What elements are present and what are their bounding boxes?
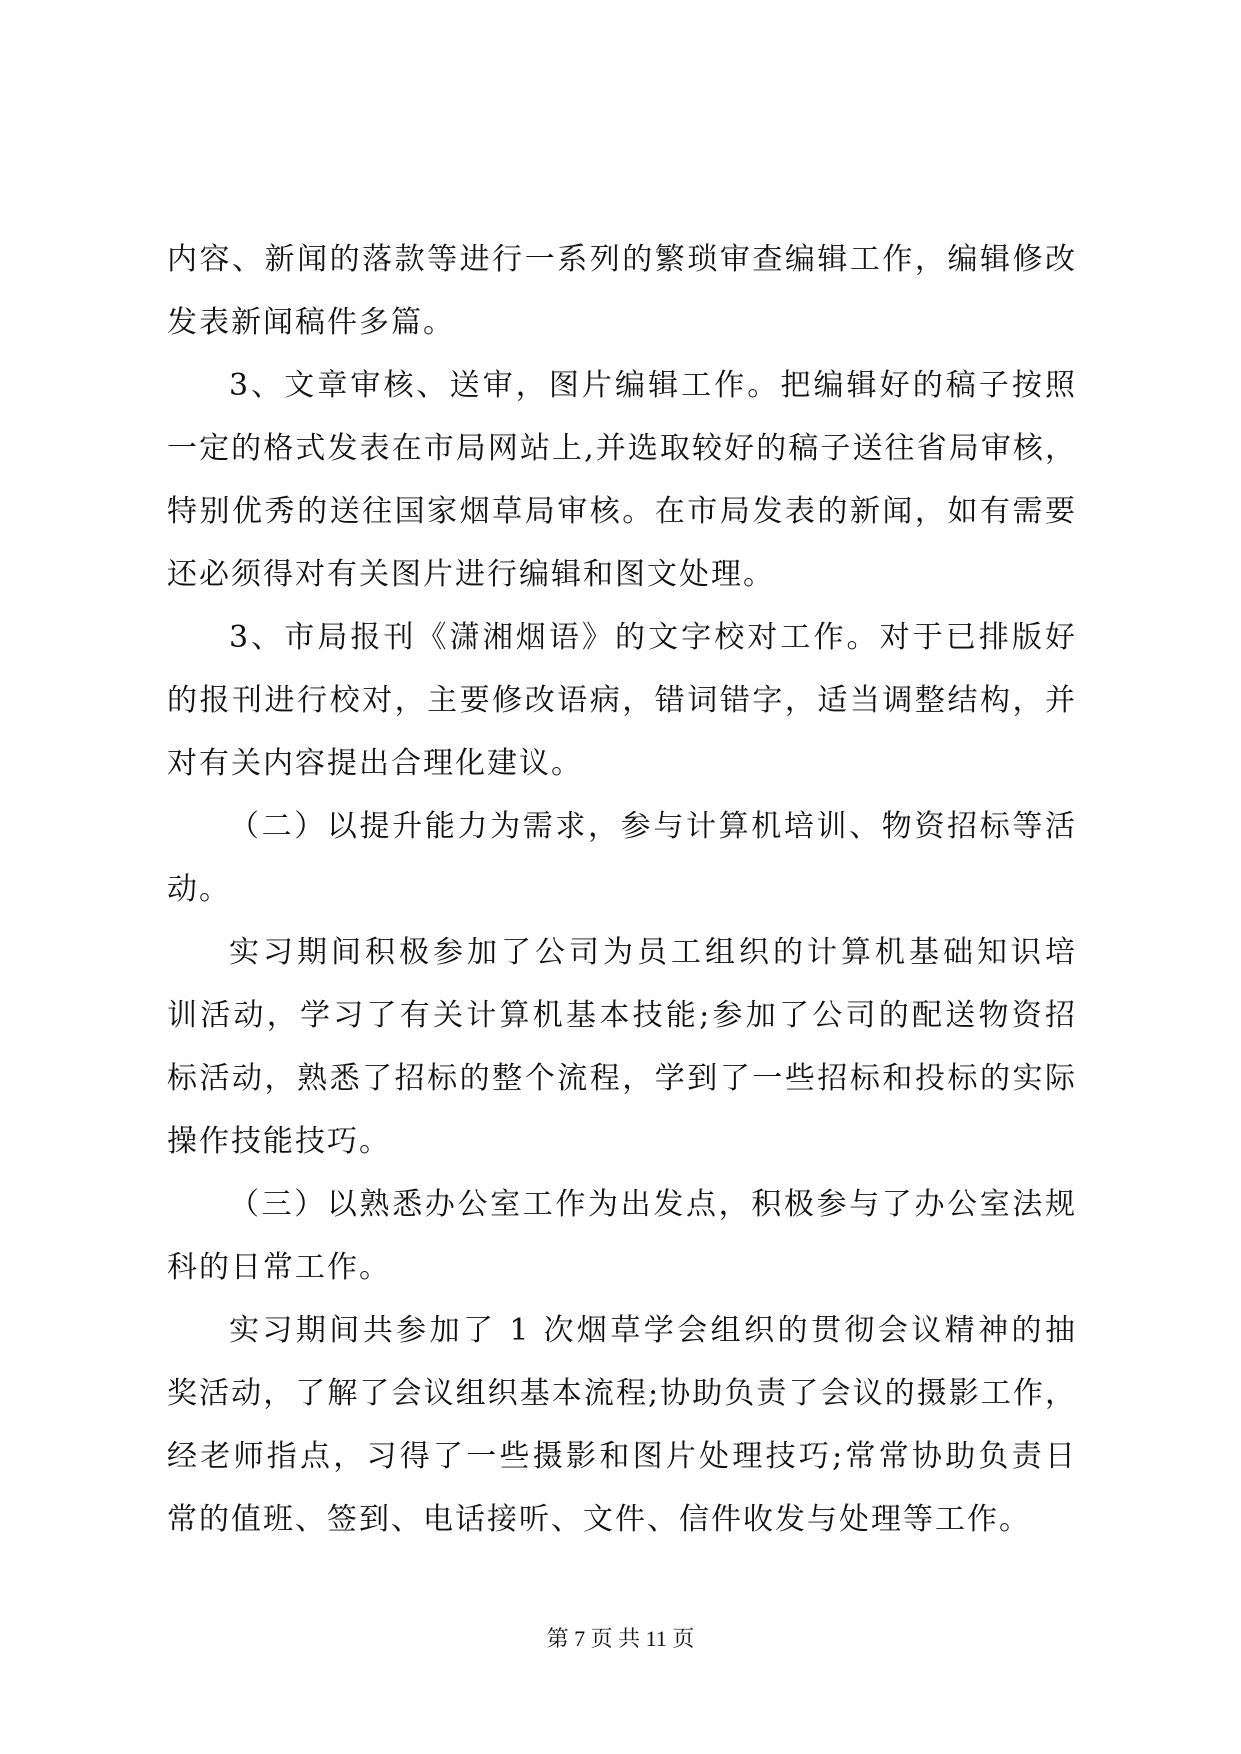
text-line: 还必须得对有关图片进行编辑和图文处理。 — [167, 557, 775, 592]
text-line: 科的日常工作。 — [167, 1250, 391, 1285]
body-text — [167, 228, 1077, 1551]
text-line: 实习期间共参加了 1 次烟草学会组织的贯彻会议精神的抽 — [229, 1313, 1077, 1348]
text-line: 动。 — [167, 872, 231, 907]
text-line: 标活动，熟悉了招标的整个流程，学到了一些招标和投标的实际 — [167, 1061, 1077, 1096]
text-line: 对有关内容提出合理化建议。 — [167, 746, 583, 781]
text-line: 训活动，学习了有关计算机基本技能;参加了公司的配送物资招 — [167, 998, 1077, 1033]
text-line: 经老师指点，习得了一些摄影和图片处理技巧;常常协助负责日 — [167, 1439, 1077, 1474]
text-line: 内容、新闻的落款等进行一系列的繁琐审查编辑工作，编辑修改 — [167, 242, 1077, 277]
text-line: 发表新闻稿件多篇。 — [167, 305, 455, 340]
section-heading-3: （三）以熟悉办公室工作为出发点，积极参与了办公室法规 — [229, 1187, 1077, 1222]
page-number-footer: 第 7 页 共 11 页 — [546, 1626, 695, 1651]
text-line: 常的值班、签到、电话接听、文件、信件收发与处理等工作。 — [167, 1502, 1031, 1537]
text-line: 实习期间积极参加了公司为员工组织的计算机基础知识培 — [229, 935, 1077, 970]
text-line: 一定的格式发表在市局网站上,并选取较好的稿子送往省局审核， — [167, 431, 1077, 466]
text-line: 奖活动，了解了会议组织基本流程;协助负责了会议的摄影工作， — [167, 1376, 1077, 1411]
text-line: 3、文章审核、送审，图片编辑工作。把编辑好的稿子按照 — [229, 368, 1077, 403]
section-heading-2: （二）以提升能力为需求，参与计算机培训、物资招标等活 — [229, 809, 1077, 844]
text-line: 操作技能技巧。 — [167, 1124, 391, 1159]
text-line: 特别优秀的送往国家烟草局审核。在市局发表的新闻，如有需要 — [167, 494, 1077, 529]
text-line: 的报刊进行校对，主要修改语病，错词错字，适当调整结构，并 — [167, 683, 1077, 718]
text-line: 3、市局报刊《潇湘烟语》的文字校对工作。对于已排版好 — [229, 620, 1077, 655]
